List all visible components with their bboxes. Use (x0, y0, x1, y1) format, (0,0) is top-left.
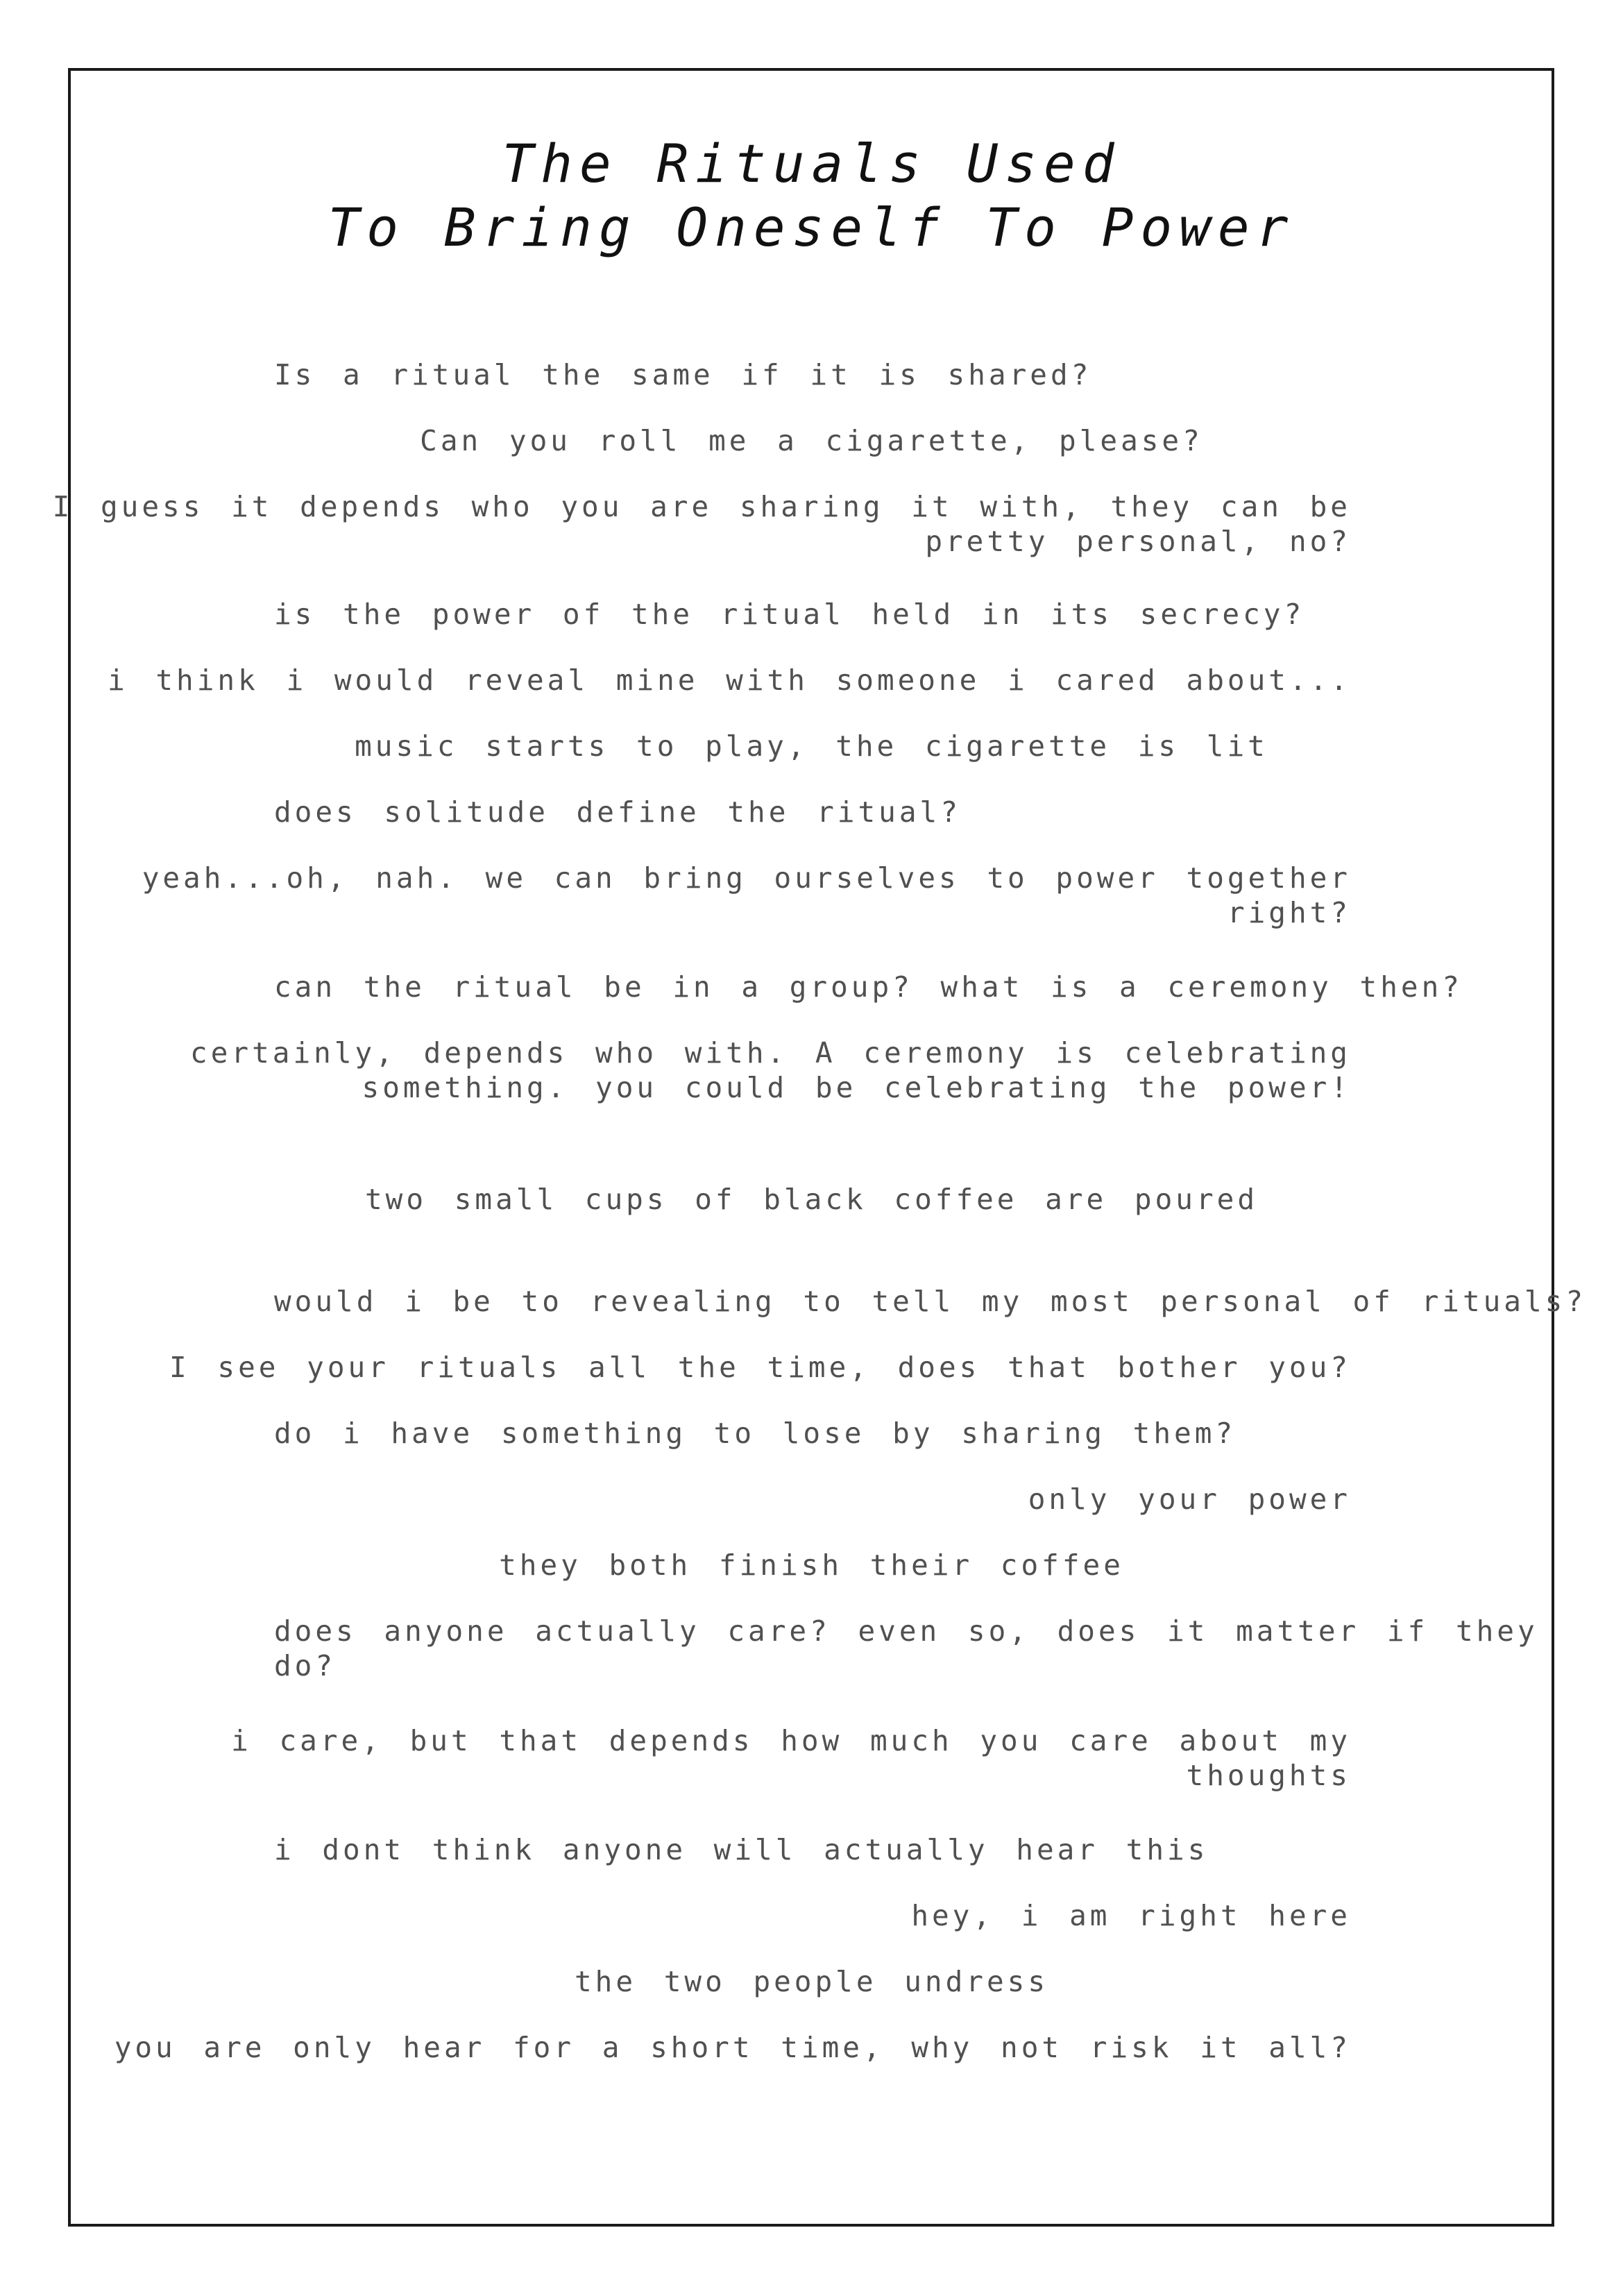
document-title (0, 132, 1623, 260)
answer-line: certainly, depends who with. A ceremony is celebrating (190, 1036, 1351, 1070)
stage-line: they both finish their coffee (499, 1548, 1124, 1582)
question-line: i dont think anyone will actually hear this (274, 1833, 1209, 1866)
question-line: would i be to revealing to tell my most personal of rituals? (274, 1285, 1587, 1318)
question-line: do i have something to lose by sharing them? (274, 1417, 1237, 1450)
stage-line: music starts to play, the cigarette is lit (355, 729, 1268, 763)
question-line: does solitude define the ritual? (274, 795, 961, 829)
answer-line: thoughts (1186, 1759, 1351, 1792)
question-line: is the power of the ritual held in its secrecy? (274, 598, 1305, 631)
stage-line: two small cups of black coffee are poured (364, 1183, 1259, 1216)
stage-line: Can you roll me a cigarette, please? (420, 424, 1203, 457)
answer-line: hey, i am right here (911, 1899, 1351, 1932)
answer-line: pretty personal, no? (925, 525, 1351, 558)
title-line-2: To Bring Oneself To Power (328, 196, 1295, 258)
title-line-1: The Rituals Used (502, 133, 1121, 194)
answer-line: i think i would reveal mine with someone i cared about... (108, 664, 1351, 697)
answer-line: I guess it depends who you are sharing it with, they can be (52, 490, 1351, 523)
answer-line: only your power (1028, 1483, 1351, 1516)
answer-line: something. you could be celebrating the power! (362, 1071, 1351, 1104)
answer-line: i care, but that depends how much you care about my (231, 1724, 1351, 1757)
answer-line: I see your rituals all the time, does that bother you? (169, 1351, 1351, 1384)
question-line: can the ritual be in a group? what is a ceremony then? (274, 970, 1463, 1004)
answer-line: yeah...oh, nah. we can bring ourselves to power together (142, 861, 1351, 895)
question-line: does anyone actually care? even so, does it matter if they (274, 1614, 1538, 1648)
stage-line: the two people undress (574, 1965, 1049, 1998)
answer-line: you are only hear for a short time, why not risk it all? (114, 2031, 1351, 2064)
question-line: do? (274, 1649, 337, 1682)
question-line: Is a ritual the same if it is shared? (274, 358, 1092, 391)
answer-line: right? (1227, 896, 1351, 929)
